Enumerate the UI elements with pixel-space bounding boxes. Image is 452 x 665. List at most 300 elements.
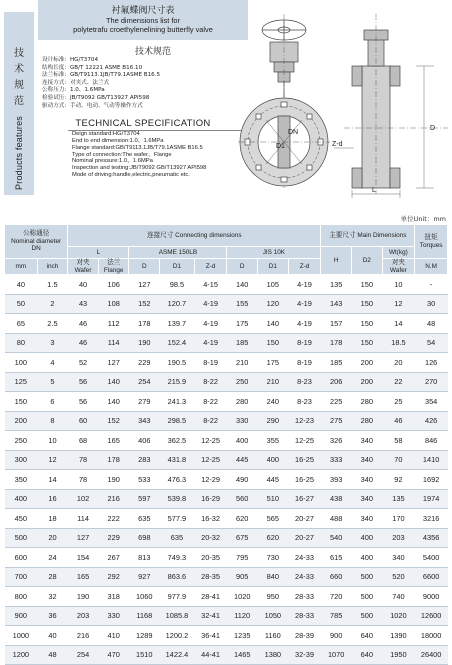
table-cell: 216 xyxy=(98,489,129,509)
table-cell: 279 xyxy=(129,392,160,412)
table-cell: 863.6 xyxy=(160,567,195,587)
table-cell: 4-19 xyxy=(194,314,227,334)
table-cell: 46 xyxy=(68,333,99,353)
table-cell: 28-41 xyxy=(194,587,227,607)
table-cell: 12-25 xyxy=(288,431,321,451)
table-row xyxy=(5,606,448,626)
table-cell: 178 xyxy=(321,333,352,353)
table-cell: 100 xyxy=(5,353,38,373)
table-row xyxy=(5,489,448,509)
table-cell: 20 xyxy=(37,528,68,548)
table-cell: 330 xyxy=(227,411,258,431)
header-wafer: 对夹 Wafer xyxy=(68,259,99,275)
table-cell: 175 xyxy=(227,314,258,334)
table-cell: 106 xyxy=(98,275,129,295)
table-cell: 46 xyxy=(382,411,415,431)
table-cell: 46 xyxy=(68,314,99,334)
table-cell: 318 xyxy=(98,587,129,607)
table-cell: 290 xyxy=(258,411,289,431)
table-cell: 1410 xyxy=(415,450,448,470)
table-cell: 362.5 xyxy=(160,431,195,451)
table-cell: 340 xyxy=(351,489,382,509)
table-cell: 12 xyxy=(37,450,68,470)
header-h: H xyxy=(321,247,352,275)
table-cell: 165 xyxy=(98,431,129,451)
table-cell: 8-22 xyxy=(194,372,227,392)
table-cell: 102 xyxy=(68,489,99,509)
spec-line-en: Inspection and testing:JB/T9092 GB/T13927 API598 xyxy=(72,165,207,172)
table-cell: 2.5 xyxy=(37,314,68,334)
table-cell: 20 xyxy=(382,353,415,373)
table-cell: 426 xyxy=(415,411,448,431)
table-cell: 9000 xyxy=(415,587,448,607)
table-cell: 241.3 xyxy=(160,392,195,412)
table-cell: 8-22 xyxy=(194,392,227,412)
table-cell: 26400 xyxy=(415,645,448,665)
table-cell: 250 xyxy=(227,372,258,392)
table-cell: 500 xyxy=(351,606,382,626)
dim-label-d: D xyxy=(430,125,436,132)
table-cell: 4356 xyxy=(415,528,448,548)
table-cell: 846 xyxy=(415,431,448,451)
table-cell: 18.5 xyxy=(382,333,415,353)
table-cell: 490 xyxy=(227,470,258,490)
table-cell: 785 xyxy=(321,606,352,626)
table-row xyxy=(5,645,448,665)
table-cell: 114 xyxy=(98,333,129,353)
spec-line-cn: 公称压力：1.0、1.6MPa xyxy=(42,87,105,94)
table-cell: 178 xyxy=(98,450,129,470)
table-cell: - xyxy=(415,275,448,295)
table-cell: 4-19 xyxy=(288,294,321,314)
table-cell: 254 xyxy=(68,645,99,665)
table-cell: 698 xyxy=(129,528,160,548)
table-cell: 229 xyxy=(129,353,160,373)
header-inch: inch xyxy=(37,259,68,275)
header-asme: ASME 150LB xyxy=(129,247,227,259)
table-cell: 438 xyxy=(321,489,352,509)
header-wt: Wt(kg) xyxy=(382,247,415,259)
title-en-line-1: The dimensions list for xyxy=(106,16,180,25)
table-cell: 240 xyxy=(258,392,289,412)
table-row xyxy=(5,626,448,646)
table-cell: 3 xyxy=(37,333,68,353)
table-cell: 28-33 xyxy=(288,587,321,607)
spec-line-cn: 结构长度：GB/T 12221 ASME B16.10 xyxy=(42,64,143,71)
table-cell: 476.3 xyxy=(160,470,195,490)
table-cell: 152.4 xyxy=(160,333,195,353)
table-cell: 640 xyxy=(351,626,382,646)
spec-line-en: Flange standard:GB/T9113.1JB/T79.1ASME B16.5 xyxy=(72,144,203,151)
table-cell: 740 xyxy=(382,587,415,607)
table-cell: 1390 xyxy=(382,626,415,646)
spec-line-cn: 检验试压：JB/T9092 GB/T13927 API598 xyxy=(42,94,150,101)
table-cell: 400 xyxy=(5,489,38,509)
table-cell: 445 xyxy=(258,470,289,490)
table-cell: 500 xyxy=(351,567,382,587)
table-cell: 18000 xyxy=(415,626,448,646)
table-cell: 52 xyxy=(68,353,99,373)
header-jis-d: D xyxy=(227,259,258,275)
table-cell: 1070 xyxy=(321,645,352,665)
table-cell: 20-27 xyxy=(288,509,321,529)
table-cell: 635 xyxy=(160,528,195,548)
spec-line-cn: 法兰标准：GB/T9113.1JB/T79.1ASME B16.5 xyxy=(42,72,161,79)
dimensions-table-wrap xyxy=(4,224,448,665)
header-jis: JIS 10K xyxy=(227,247,321,259)
table-cell: 1510 xyxy=(129,645,160,665)
table-cell: 152 xyxy=(129,294,160,314)
table-cell: 577.9 xyxy=(160,509,195,529)
table-cell: 30 xyxy=(415,294,448,314)
table-cell: 1200 xyxy=(5,645,38,665)
table-cell: 43 xyxy=(68,294,99,314)
table-cell: 950 xyxy=(258,587,289,607)
table-row xyxy=(5,528,448,548)
table-cell: 280 xyxy=(351,411,382,431)
title-en-line-2: polytetrafu croethylenelining butterfly valve xyxy=(73,25,213,34)
table-cell: 280 xyxy=(227,392,258,412)
table-cell: 1160 xyxy=(258,626,289,646)
table-cell: 8-19 xyxy=(288,353,321,373)
table-cell: 900 xyxy=(321,626,352,646)
table-cell: 340 xyxy=(351,450,382,470)
table-cell: 400 xyxy=(227,431,258,451)
table-cell: 36-41 xyxy=(194,626,227,646)
table-cell: 8-19 xyxy=(288,333,321,353)
dim-label-dn: DN xyxy=(288,129,299,136)
table-cell: 65 xyxy=(5,314,38,334)
table-cell: 615 xyxy=(321,548,352,568)
spec-line-en: Nominal pressure:1.0、1.6MPa xyxy=(72,158,153,165)
table-cell: 280 xyxy=(351,392,382,412)
table-cell: 12 xyxy=(382,294,415,314)
table-cell: 92 xyxy=(382,470,415,490)
table-cell: 20-32 xyxy=(194,528,227,548)
table-cell: 120.7 xyxy=(160,294,195,314)
table-cell: 565 xyxy=(258,509,289,529)
table-cell: 660 xyxy=(321,567,352,587)
table-cell: 112 xyxy=(98,314,129,334)
spec-line-en: End to end dimension:1.0、1.6MPa xyxy=(72,137,164,144)
table-cell: 170 xyxy=(382,509,415,529)
table-cell: 215.9 xyxy=(160,372,195,392)
table-cell: 210 xyxy=(258,372,289,392)
table-cell: 270 xyxy=(415,372,448,392)
table-cell: 254 xyxy=(129,372,160,392)
table-cell: 24 xyxy=(37,548,68,568)
table-cell: 8 xyxy=(37,411,68,431)
table-cell: 300 xyxy=(5,450,38,470)
table-cell: 3216 xyxy=(415,509,448,529)
table-cell: 14 xyxy=(382,314,415,334)
table-cell: 190 xyxy=(68,587,99,607)
table-cell: 400 xyxy=(351,548,382,568)
table-cell: 70 xyxy=(382,450,415,470)
side-label-cn-1: 技 xyxy=(14,48,24,59)
table-cell: 10 xyxy=(37,431,68,451)
table-cell: 56 xyxy=(68,392,99,412)
spec-list-en xyxy=(68,130,244,179)
table-cell: 222 xyxy=(98,509,129,529)
table-cell: 5 xyxy=(37,372,68,392)
table-cell: 225 xyxy=(321,392,352,412)
header-connecting-dimensions: 连接尺寸 Connecting dimensions xyxy=(68,225,321,247)
table-cell: 60 xyxy=(68,411,99,431)
title-box xyxy=(38,0,248,40)
table-cell: 267 xyxy=(98,548,129,568)
dim-label-l: L xyxy=(372,187,376,194)
table-cell: 520 xyxy=(382,567,415,587)
table-cell: 354 xyxy=(415,392,448,412)
table-cell: 190 xyxy=(129,333,160,353)
table-row xyxy=(5,567,448,587)
table-cell: 135 xyxy=(382,489,415,509)
table-cell: 48 xyxy=(415,314,448,334)
table-cell: 4-19 xyxy=(288,314,321,334)
table-row xyxy=(5,372,448,392)
table-cell: 749.3 xyxy=(160,548,195,568)
table-cell: 1.5 xyxy=(37,275,68,295)
table-body xyxy=(5,275,448,665)
table-cell: 12-25 xyxy=(194,450,227,470)
table-cell: 8-23 xyxy=(288,392,321,412)
table-cell: 2 xyxy=(37,294,68,314)
table-row xyxy=(5,470,448,490)
table-cell: 445 xyxy=(227,450,258,470)
spec-heading-en: TECHNICAL SPECIFICATION xyxy=(75,118,211,130)
table-cell: 1120 xyxy=(227,606,258,626)
table-cell: 539.8 xyxy=(160,489,195,509)
table-cell: 150 xyxy=(351,314,382,334)
table-cell: 16 xyxy=(37,489,68,509)
table-cell: 32 xyxy=(37,587,68,607)
table-cell: 283 xyxy=(129,450,160,470)
table-cell: 1200.2 xyxy=(160,626,195,646)
table-cell: 20-35 xyxy=(194,548,227,568)
table-cell: 125 xyxy=(5,372,38,392)
table-cell: 406 xyxy=(129,431,160,451)
spec-list-cn xyxy=(38,57,248,110)
table-row xyxy=(5,294,448,314)
table-cell: 343 xyxy=(129,411,160,431)
table-cell: 127 xyxy=(129,275,160,295)
table-cell: 54 xyxy=(415,333,448,353)
header-nm: N.M xyxy=(415,259,448,275)
table-cell: 400 xyxy=(351,528,382,548)
table-cell: 510 xyxy=(258,489,289,509)
table-cell: 139.7 xyxy=(160,314,195,334)
table-cell: 795 xyxy=(227,548,258,568)
table-cell: 635 xyxy=(129,509,160,529)
side-label-en: Products features xyxy=(14,116,24,190)
header-d2: D2 xyxy=(351,247,382,275)
table-cell: 977.9 xyxy=(160,587,195,607)
table-cell: 333 xyxy=(321,450,352,470)
table-cell: 298.5 xyxy=(160,411,195,431)
table-cell: 44-41 xyxy=(194,645,227,665)
header-asme-zd: Z-d xyxy=(194,259,227,275)
table-cell: 68 xyxy=(68,431,99,451)
table-cell: 32-41 xyxy=(194,606,227,626)
table-cell: 410 xyxy=(98,626,129,646)
table-cell: 155 xyxy=(227,294,258,314)
header-torques: 扭矩 Torques xyxy=(415,225,448,259)
table-cell: 12600 xyxy=(415,606,448,626)
table-cell: 597 xyxy=(129,489,160,509)
table-cell: 18 xyxy=(37,509,68,529)
title-cn: 衬氟蝶阀尺寸表 xyxy=(111,6,175,16)
table-row xyxy=(5,450,448,470)
table-cell: 1422.4 xyxy=(160,645,195,665)
table-cell: 150 xyxy=(351,294,382,314)
spec-line-cn: 驱动方式：手动、电动、气动等操作方式 xyxy=(42,102,143,109)
table-cell: 450 xyxy=(5,509,38,529)
table-cell: 350 xyxy=(5,470,38,490)
table-cell: 600 xyxy=(5,548,38,568)
table-cell: 6600 xyxy=(415,567,448,587)
table-cell: 4-19 xyxy=(194,333,227,353)
table-cell: 1465 xyxy=(227,645,258,665)
table-row xyxy=(5,411,448,431)
table-cell: 1085.8 xyxy=(160,606,195,626)
table-cell: 500 xyxy=(5,528,38,548)
table-cell: 560 xyxy=(227,489,258,509)
table-cell: 24-33 xyxy=(288,548,321,568)
table-cell: 730 xyxy=(258,548,289,568)
table-cell: 200 xyxy=(351,353,382,373)
table-cell: 32-39 xyxy=(288,645,321,665)
table-cell: 4 xyxy=(37,353,68,373)
table-cell: 216 xyxy=(68,626,99,646)
spec-line-cn: 设计标准：HG/T3704 xyxy=(42,57,99,63)
table-row xyxy=(5,431,448,451)
header-l: L xyxy=(68,247,129,259)
side-label-cn-4: 范 xyxy=(14,96,24,107)
table-cell: 1289 xyxy=(129,626,160,646)
table-cell: 540 xyxy=(321,528,352,548)
table-cell: 98.5 xyxy=(160,275,195,295)
table-cell: 28 xyxy=(37,567,68,587)
table-cell: 1235 xyxy=(227,626,258,646)
header-mm: mm xyxy=(5,259,38,275)
table-cell: 1974 xyxy=(415,489,448,509)
table-cell: 500 xyxy=(351,587,382,607)
table-cell: 20-27 xyxy=(288,528,321,548)
table-cell: 488 xyxy=(321,509,352,529)
table-cell: 143 xyxy=(321,294,352,314)
table-cell: 50 xyxy=(5,294,38,314)
table-cell: 470 xyxy=(98,645,129,665)
table-cell: 640 xyxy=(351,645,382,665)
table-cell: 203 xyxy=(382,528,415,548)
table-row xyxy=(5,275,448,295)
table-cell: 12-29 xyxy=(194,470,227,490)
table-cell: 22 xyxy=(382,372,415,392)
table-cell: 28-35 xyxy=(194,567,227,587)
table-cell: 178 xyxy=(129,314,160,334)
table-cell: 1020 xyxy=(227,587,258,607)
spec-line-en: Deign standard:HG/T3704 xyxy=(72,131,140,138)
table-cell: 1000 xyxy=(5,626,38,646)
table-cell: 12-23 xyxy=(288,411,321,431)
table-cell: 1168 xyxy=(129,606,160,626)
table-cell: 28-39 xyxy=(288,626,321,646)
table-cell: 326 xyxy=(321,431,352,451)
table-cell: 152 xyxy=(98,411,129,431)
table-cell: 185 xyxy=(227,333,258,353)
table-cell: 14 xyxy=(37,470,68,490)
table-cell: 165 xyxy=(68,567,99,587)
table-row xyxy=(5,509,448,529)
table-cell: 355 xyxy=(258,431,289,451)
table-row xyxy=(5,548,448,568)
header-jis-zd: Z-d xyxy=(288,259,321,275)
table-cell: 120 xyxy=(258,294,289,314)
table-cell: 190.5 xyxy=(160,353,195,373)
side-label-cn-3: 规 xyxy=(14,80,24,91)
table-cell: 720 xyxy=(321,587,352,607)
table-cell: 16-32 xyxy=(194,509,227,529)
table-cell: 6 xyxy=(37,392,68,412)
table-cell: 25 xyxy=(382,392,415,412)
table-cell: 140 xyxy=(258,314,289,334)
table-cell: 905 xyxy=(227,567,258,587)
table-cell: 16-25 xyxy=(288,450,321,470)
table-cell: 56 xyxy=(68,372,99,392)
table-cell: 58 xyxy=(382,431,415,451)
table-cell: 4-19 xyxy=(288,275,321,295)
spec-panel xyxy=(4,0,450,198)
table-cell: 900 xyxy=(5,606,38,626)
table-cell: 1950 xyxy=(382,645,415,665)
table-cell: 16-29 xyxy=(194,489,227,509)
table-cell: 200 xyxy=(5,411,38,431)
table-cell: 154 xyxy=(68,548,99,568)
table-cell: 40 xyxy=(68,275,99,295)
table-cell: 150 xyxy=(351,275,382,295)
table-cell: 8-19 xyxy=(194,353,227,373)
table-cell: 431.8 xyxy=(160,450,195,470)
table-cell: 1380 xyxy=(258,645,289,665)
table-row xyxy=(5,333,448,353)
table-cell: 210 xyxy=(227,353,258,373)
table-cell: 620 xyxy=(227,509,258,529)
side-label xyxy=(4,12,34,195)
table-row xyxy=(5,353,448,373)
table-row xyxy=(5,392,448,412)
dim-label-d1: D1 xyxy=(276,143,285,150)
dim-label-z-d: Z-d xyxy=(332,141,343,148)
table-cell: 135 xyxy=(321,275,352,295)
table-cell: 78 xyxy=(68,450,99,470)
table-cell: 330 xyxy=(98,606,129,626)
table-cell: 150 xyxy=(351,333,382,353)
table-cell: 190 xyxy=(98,470,129,490)
table-cell: 150 xyxy=(258,333,289,353)
table-cell: 114 xyxy=(68,509,99,529)
table-cell: 16-27 xyxy=(288,489,321,509)
table-cell: 40 xyxy=(5,275,38,295)
table-cell: 533 xyxy=(129,470,160,490)
table-row xyxy=(5,587,448,607)
table-cell: 393 xyxy=(321,470,352,490)
table-cell: 800 xyxy=(5,587,38,607)
table-cell: 400 xyxy=(258,450,289,470)
table-cell: 840 xyxy=(258,567,289,587)
table-cell: 16-25 xyxy=(288,470,321,490)
table-cell: 275 xyxy=(321,411,352,431)
